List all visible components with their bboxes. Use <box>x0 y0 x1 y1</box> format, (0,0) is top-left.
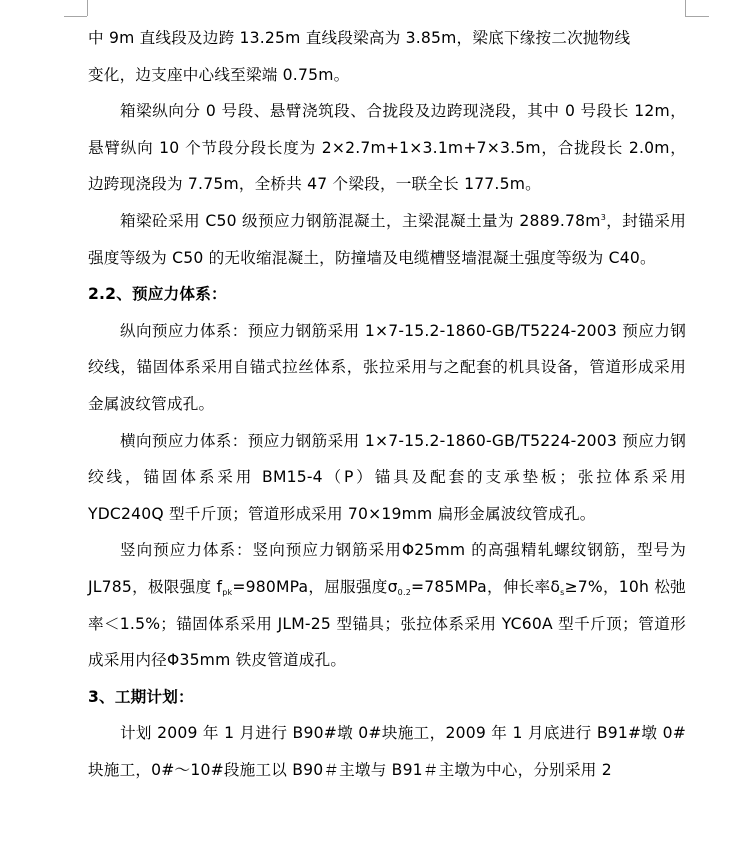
subscript-0-2: 0.2 <box>397 587 411 597</box>
cubic-superscript: 3 <box>600 212 606 222</box>
margin-corner-mark-left <box>87 0 88 16</box>
paragraph-girder-segments: 箱梁纵向分 0 号段、悬臂浇筑段、合拢段及边跨现浇段，其中 0 号段长 12m，悬臂纵向 10 个节段分段长度为 2×2.7m+1×3.1m+7×3.5m，合拢段长 2.0m，边跨现浇段为 7.75m，全桥共 47 个梁段，一联全长 177.5m。 <box>88 102 686 194</box>
vertical-text-a: 竖向预应力体系：竖向预应力钢筋采用Φ25mm 的高强精轧螺纹钢筋，型号为 JL785，极限强度 f <box>88 541 686 596</box>
paragraph-schedule-plan: 计划 2009 年 1 月进行 B90#墩 0#块施工，2009 年 1 月底进行 B91#墩 0#块施工，0#～10#段施工以 B90＃主墩与 B91＃主墩为中心，分别采用 2 <box>88 724 686 779</box>
margin-corner-mark-right-horizontal <box>685 16 709 17</box>
paragraph-vertical-prestress <box>88 532 686 678</box>
paragraph-concrete-grade <box>88 203 686 276</box>
section-heading-schedule: 3、工期计划： <box>88 687 194 706</box>
concrete-text-start: 箱梁砼采用 C50 级预应力钢筋混凝土，主梁混凝土量为 2889.78m <box>120 211 601 230</box>
subscript-pk: pk <box>222 587 233 597</box>
vertical-text-b: =980MPa，屈服强度σ <box>232 577 398 596</box>
paragraph-girder-height <box>88 20 686 93</box>
subscript-s: s <box>560 587 565 597</box>
concrete-text-end: ，封锚采用强度等级为 C50 的无收缩混凝土，防撞墙及电缆槽竖墙混凝土强度等级为 C40。 <box>88 211 686 267</box>
paragraph-longitudinal-prestress: 纵向预应力体系：预应力钢筋采用 1×7-15.2-1860-GB/T5224-2003 预应力钢绞线，锚固体系采用自锚式拉丝体系，张拉采用与之配套的机具设备，管道形成采用金属波纹管成孔。 <box>88 321 686 413</box>
margin-corner-mark-right <box>685 0 686 16</box>
paragraph-girder-height-line-1: 中 9m 直线段及边跨 13.25m 直线段梁高为 3.85m，梁底下缘按二次抛物线 <box>88 29 631 47</box>
document-body <box>88 20 686 788</box>
section-heading-prestress-system: 2.2、预应力体系： <box>88 285 227 304</box>
vertical-text-c: =785MPa，伸长率δ <box>411 577 561 596</box>
vertical-text-d: ≥7%，10h 松弛率＜1.5%；锚固体系采用 JLM-25 型锚具；张拉体系采用 YC60A 型千斤顶；管道形成采用内径Φ35mm 铁皮管道成孔。 <box>88 577 686 670</box>
margin-corner-mark-left-horizontal <box>64 16 87 17</box>
paragraph-transverse-prestress: 横向预应力体系：预应力钢筋采用 1×7-15.2-1860-GB/T5224-2003 预应力钢绞线，锚固体系采用 BM15-4（P）锚具及配套的支承垫板；张拉体系采用 YDC240Q 型千斤顶；管道形成采用 70×19mm 扁形金属波纹管成孔。 <box>88 431 686 523</box>
paragraph-girder-height-line-2: 变化，边支座中心线至梁端 0.75m。 <box>88 65 350 84</box>
